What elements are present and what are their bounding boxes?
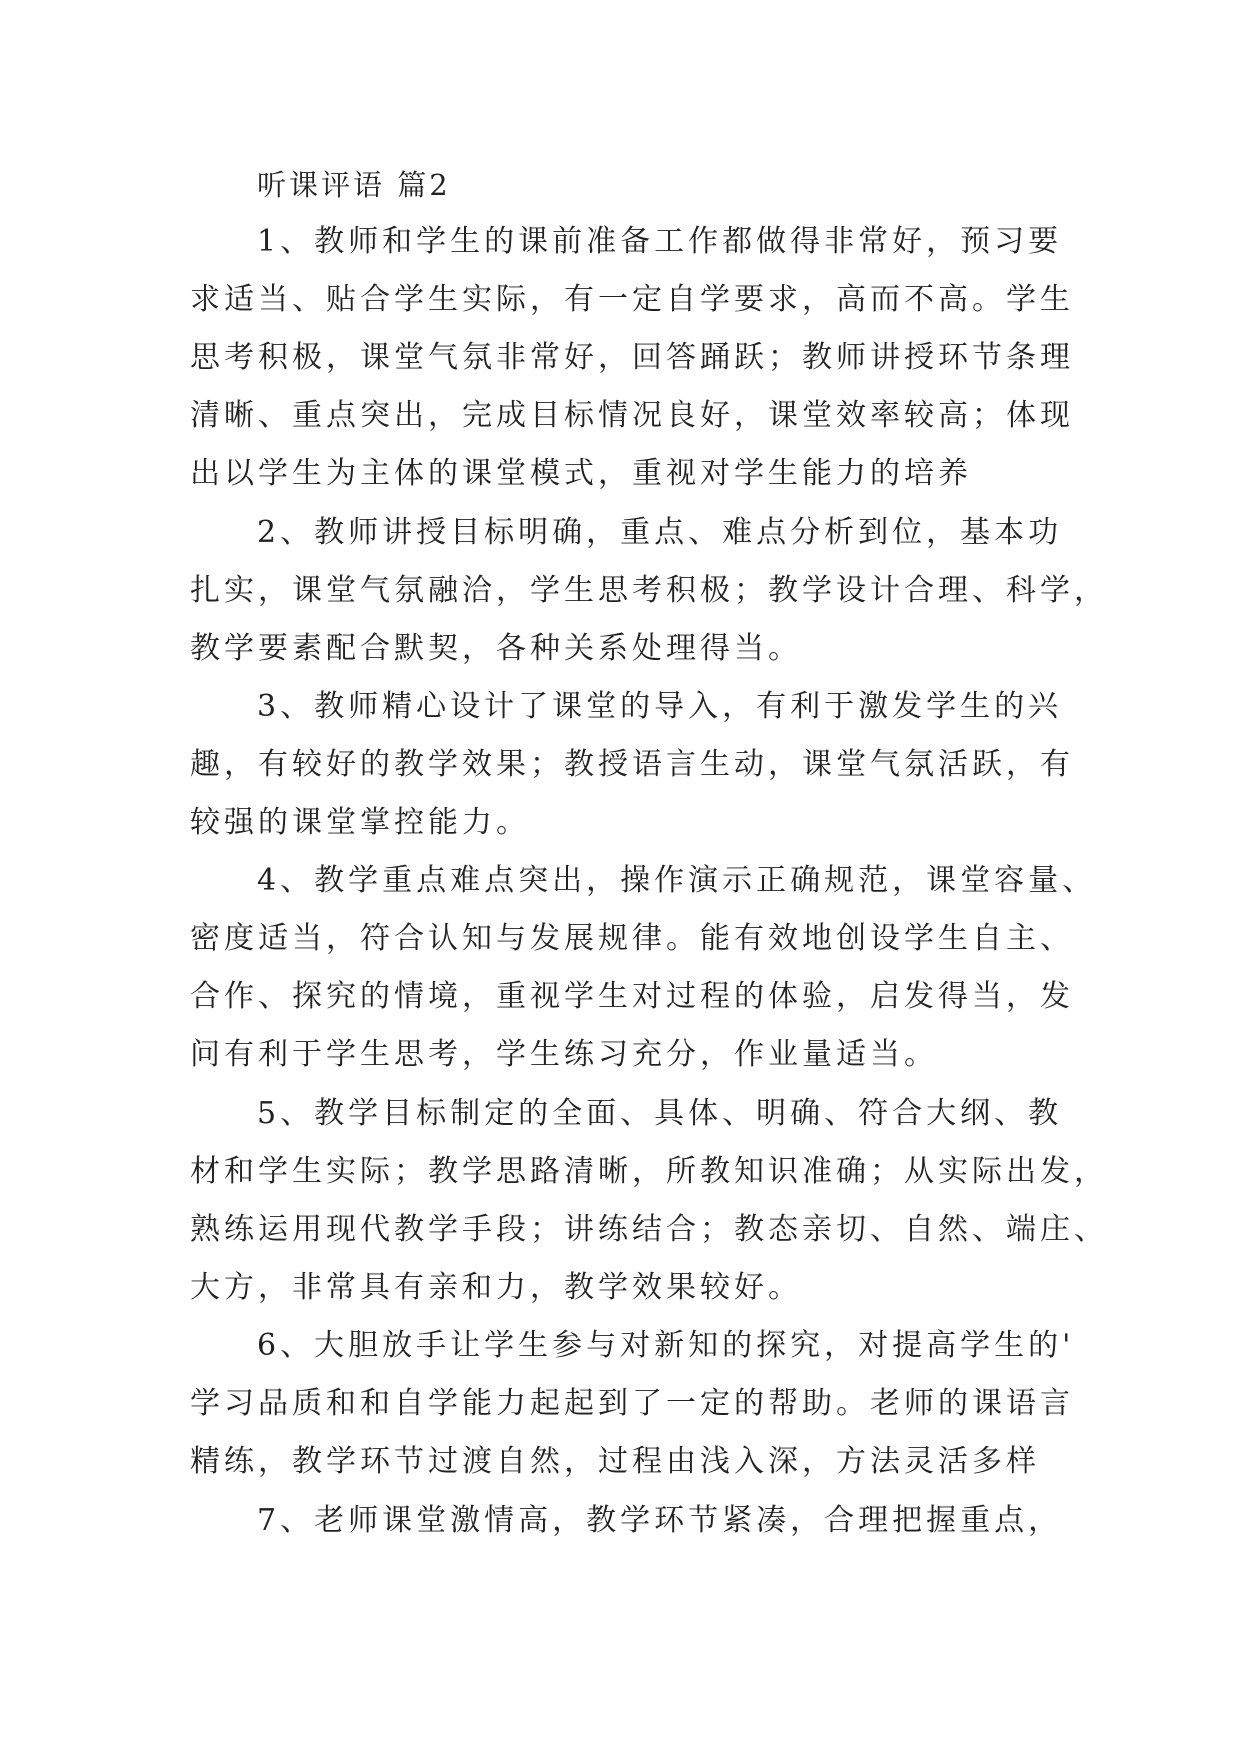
paragraph-2-line-3: 教学要素配合默契，各种关系处理得当。 — [190, 631, 802, 666]
document-title: 听课评语 篇2 — [257, 168, 451, 202]
paragraph-4-line-2: 密度适当，符合认知与发展规律。能有效地创设学生自主、 — [190, 921, 1074, 956]
paragraph-1-line-3: 思考积极，课堂气氛非常好，回答踊跃；教师讲授环节条理 — [190, 340, 1074, 375]
paragraph-5-line-4: 大方，非常具有亲和力，教学效果较好。 — [190, 1270, 802, 1305]
paragraph-3-line-1: 3、教师精心设计了课堂的导入，有利于激发学生的兴 — [257, 689, 1063, 724]
paragraph-6-line-1: 6、大胆放手让学生参与对新知的探究，对提高学生的' — [257, 1328, 1075, 1363]
paragraph-4-line-1: 4、教学重点难点突出，操作演示正确规范，课堂容量、 — [257, 863, 1097, 898]
paragraph-5-line-3: 熟练运用现代教学手段；讲练结合；教态亲切、自然、端庄、 — [190, 1212, 1108, 1247]
paragraph-1-line-2: 求适当、贴合学生实际，有一定自学要求，高而不高。学生 — [190, 282, 1074, 317]
paragraph-2-line-1: 2、教师讲授目标明确，重点、难点分析到位，基本功 — [257, 515, 1063, 550]
paragraph-1-line-4: 清晰、重点突出，完成目标情况良好，课堂效率较高；体现 — [190, 398, 1074, 433]
paragraph-3-line-2: 趣，有较好的教学效果；教授语言生动，课堂气氛活跃，有 — [190, 747, 1074, 782]
paragraph-5-line-1: 5、教学目标制定的全面、具体、明确、符合大纲、教 — [257, 1096, 1063, 1131]
paragraph-4-line-3: 合作、探究的情境，重视学生对过程的体验，启发得当，发 — [190, 979, 1074, 1014]
paragraph-2-line-2: 扎实，课堂气氛融洽，学生思考积极；教学设计合理、科学， — [190, 573, 1108, 608]
paragraph-1-line-5: 出以学生为主体的课堂模式，重视对学生能力的培养 — [190, 456, 972, 491]
paragraph-6-line-2: 学习品质和和自学能力起起到了一定的帮助。老师的课语言 — [190, 1386, 1074, 1421]
paragraph-6-line-3: 精练，教学环节过渡自然，过程由浅入深，方法灵活多样 — [190, 1444, 1040, 1479]
paragraph-3-line-3: 较强的课堂掌控能力。 — [190, 805, 530, 840]
paragraph-4-line-4: 问有利于学生思考，学生练习充分，作业量适当。 — [190, 1037, 938, 1072]
paragraph-1-line-1: 1、教师和学生的课前准备工作都做得非常好，预习要 — [257, 224, 1063, 259]
paragraph-7-line-1: 7、老师课堂激情高，教学环节紧凑，合理把握重点， — [257, 1503, 1063, 1538]
paragraph-5-line-2: 材和学生实际；教学思路清晰，所教知识准确；从实际出发， — [190, 1154, 1108, 1189]
